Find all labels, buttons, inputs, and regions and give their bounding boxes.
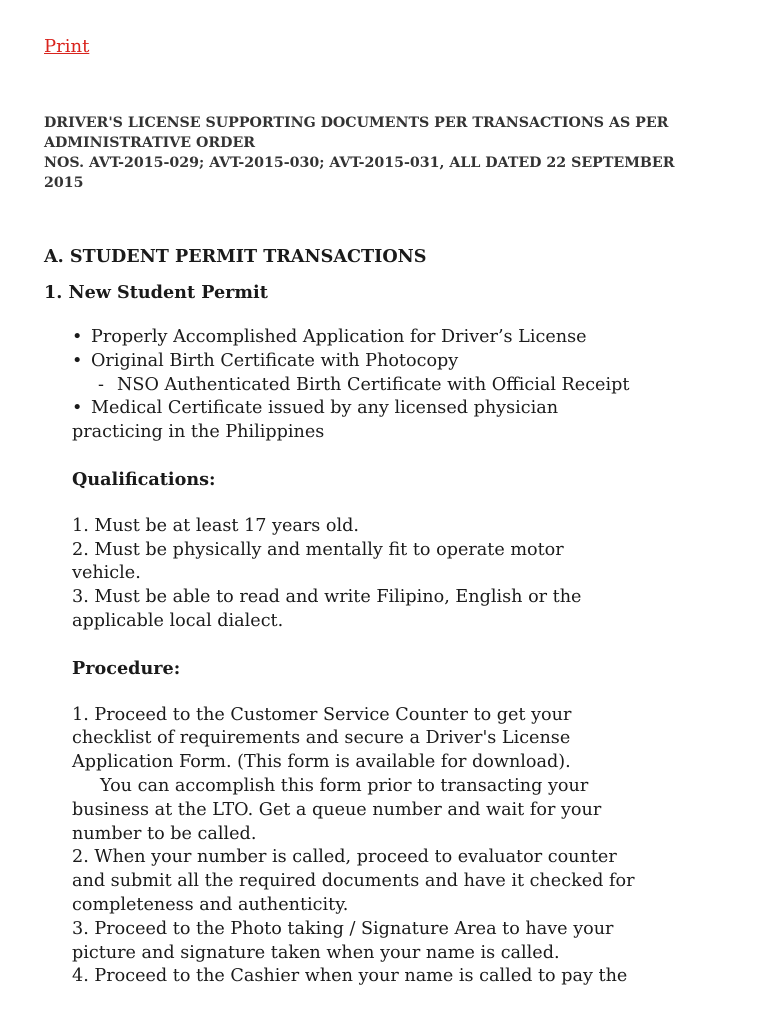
print-link[interactable]: Print — [44, 36, 90, 57]
qualification-line: 2. Must be physically and mentally fit to operate motor — [72, 539, 564, 560]
requirement-text: Medical Certificate issued by any licensed physician — [91, 398, 559, 419]
qualification-line: applicable local dialect. — [72, 610, 284, 631]
procedure-line: number to be called. — [72, 823, 257, 844]
requirement-sub-item — [72, 374, 752, 398]
requirement-item — [72, 397, 752, 421]
header-line: 2015 — [44, 175, 84, 191]
document-body — [72, 326, 752, 989]
dash-icon: - — [98, 374, 104, 395]
subsection-title: 1. New Student Permit — [44, 282, 268, 303]
qualification-line: 3. Must be able to read and write Filipino, English or the — [72, 587, 582, 608]
procedure-line: Application Form. (This form is available for download). — [72, 752, 571, 773]
procedure-line: 3. Proceed to the Photo taking / Signature Area to have your — [72, 918, 614, 939]
qualifications-heading: Qualifications: — [72, 468, 216, 490]
qualification-line: 1. Must be at least 17 years old. — [72, 515, 359, 536]
requirement-item — [72, 350, 752, 374]
procedure-line: checklist of requirements and secure a Driver's License — [72, 728, 571, 749]
requirement-text: Original Birth Certificate with Photocopy — [91, 350, 459, 371]
section-title: A. STUDENT PERMIT TRANSACTIONS — [44, 246, 427, 267]
procedure-line: 2. When your number is called, proceed to evaluator counter — [72, 847, 617, 868]
procedure-line: 1. Proceed to the Customer Service Counter to get your — [72, 704, 572, 725]
bullet-icon: • — [72, 350, 83, 371]
procedure-line: picture and signature taken when your name is called. — [72, 942, 560, 963]
procedure-line: 4. Proceed to the Cashier when your name is called to pay the — [72, 966, 628, 987]
document-header — [44, 113, 744, 193]
bullet-icon: • — [72, 327, 83, 347]
requirement-text: NSO Authenticated Birth Certificate with Official Receipt — [117, 374, 630, 395]
header-line: ADMINISTRATIVE ORDER — [44, 135, 256, 151]
bullet-icon: • — [72, 398, 83, 419]
requirement-text-continued: practicing in the Philippines — [72, 422, 325, 443]
procedure-line: completeness and authenticity. — [72, 894, 349, 915]
procedure-line: business at the LTO. Get a queue number and wait for your — [72, 799, 602, 820]
qualification-line: vehicle. — [72, 563, 141, 584]
procedure-line: You can accomplish this form prior to transacting your — [100, 775, 589, 796]
header-line: NOS. AVT-2015-029; AVT-2015-030; AVT-2015-031, ALL DATED 22 SEPTEMBER — [44, 155, 675, 171]
procedure-line: and submit all the required documents and have it checked for — [72, 871, 635, 892]
requirement-item — [72, 326, 752, 350]
requirement-text: Properly Accomplished Application for Driver’s License — [91, 327, 587, 347]
procedure-heading: Procedure: — [72, 657, 181, 679]
header-line: DRIVER'S LICENSE SUPPORTING DOCUMENTS PER TRANSACTIONS AS PER — [44, 115, 669, 131]
